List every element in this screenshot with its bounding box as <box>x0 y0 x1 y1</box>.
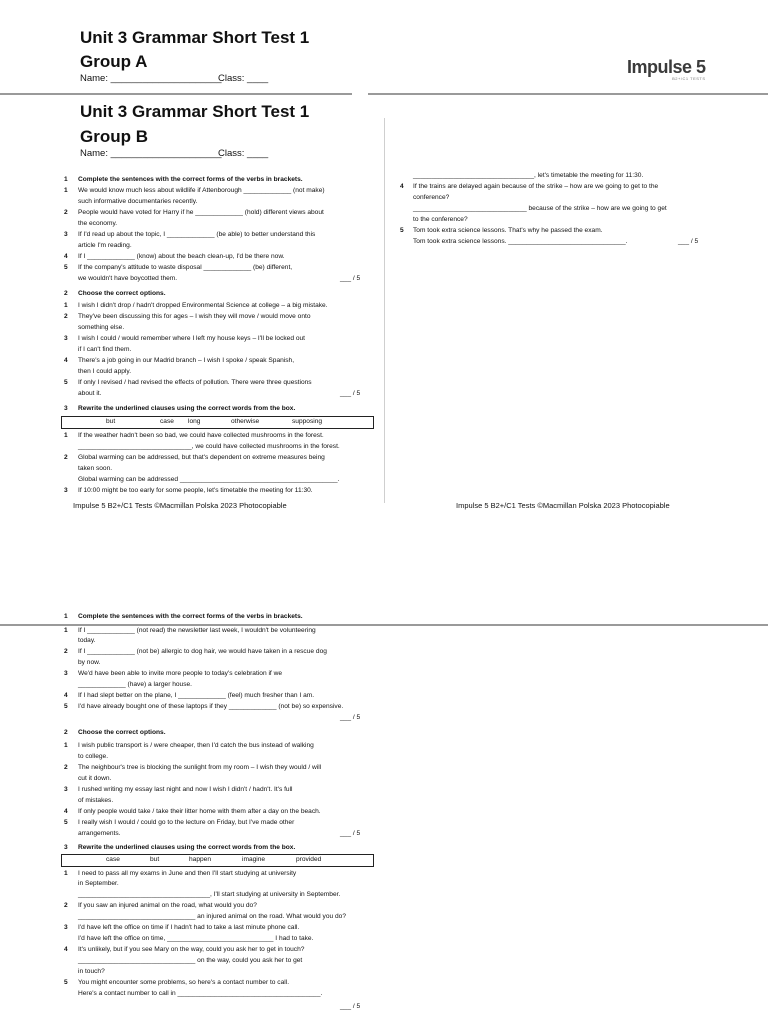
sentence-line: by now. <box>78 659 101 666</box>
exercise-1-heading: Complete the sentences with the correct forms of the verbs in brackets. <box>78 613 303 620</box>
score-field: ___ / 5 <box>340 275 361 282</box>
sentence-line: The neighbour's tree is blocking the sunlight from my room – I wish they would / will <box>78 764 322 771</box>
sentence-line: then I could apply. <box>78 368 132 375</box>
sentence-line: Tom took extra science lessons. That's why he passed the exam. <box>413 227 603 234</box>
impulse-logo <box>627 57 706 81</box>
sentence-line: I wish public transport is / were cheaper, then I'd catch the bus instead of walking <box>78 742 314 749</box>
item-number: 1 <box>64 302 68 309</box>
sentence-line: taken soon. <box>78 465 113 472</box>
item-number: 4 <box>64 253 68 260</box>
exercise-3-heading: Rewrite the underlined clauses using the correct words from the box. <box>78 405 296 412</box>
column-divider <box>384 118 385 503</box>
box-word: case <box>106 856 120 863</box>
box-word: but <box>150 856 160 863</box>
box-word: supposing <box>292 418 323 425</box>
exercise-number: 1 <box>64 176 68 183</box>
sentence-line: If only people would take / take their litter home with them after a day on the beach. <box>78 808 321 815</box>
sentence-line: If the weather hadn't been so bad, we could have collected mushrooms in the forest. <box>78 432 324 439</box>
item-number: 3 <box>64 786 68 793</box>
item-number: 5 <box>64 979 68 986</box>
item-number: 3 <box>64 487 68 494</box>
sentence-line: We would know much less about wildlife if Attenborough _____________ (not make) <box>78 187 325 194</box>
sentence-line: We'd have been able to invite more people to today's celebration if we <box>78 670 282 677</box>
group-b-heading: Group B <box>80 127 148 146</box>
box-word: provided <box>296 856 322 863</box>
sentence-line: If only I revised / had revised the effects of pollution. There were three questions <box>78 379 312 386</box>
item-number: 5 <box>64 819 68 826</box>
footer-copyright-left: Impulse 5 B2+/C1 Tests ©Macmillan Polska 2023 Photocopiable <box>73 501 287 510</box>
answer-line: I'd have left the office on time, _____________________________ I had to take. <box>78 935 314 942</box>
class-field-a: Class: ____ <box>218 73 269 84</box>
score-field: ___ / 5 <box>340 1003 361 1010</box>
exercise-2-heading: Choose the correct options. <box>78 290 166 297</box>
box-word: case <box>160 418 174 425</box>
class-field-b: Class: ____ <box>218 148 269 159</box>
item-number: 2 <box>64 209 68 216</box>
item-number: 5 <box>64 703 68 710</box>
test-title-b: Unit 3 Grammar Short Test 1 <box>80 102 310 121</box>
item-number: 4 <box>64 692 68 699</box>
sentence-line: to the conference? <box>413 216 468 223</box>
item-number: 3 <box>64 231 68 238</box>
cut-line-right <box>368 93 768 95</box>
answer-line: Tom took extra science lessons. ________________________________. <box>413 238 628 245</box>
exercise-number: 2 <box>64 290 68 297</box>
sentence-line: I wish I didn't drop / hadn't dropped Environmental Science at college – a big mistake. <box>78 302 328 309</box>
item-number: 4 <box>400 183 404 190</box>
sentence-line: I'd have already bought one of these laptops if they _____________ (not be) so expensive. <box>78 703 344 710</box>
item-number: 1 <box>64 432 68 439</box>
sentence-line: in September. <box>78 880 119 887</box>
sentence-line: People would have voted for Harry if he _____________ (hold) different views about <box>78 209 324 216</box>
exercise-number: 3 <box>64 844 68 851</box>
sentence-line: If I _____________ (not be) allergic to dog hair, we would have taken in a rescue dog <box>78 648 327 655</box>
exercise-2-heading: Choose the correct options. <box>78 729 166 736</box>
item-number: 4 <box>64 808 68 815</box>
sentence-line: article I'm reading. <box>78 242 132 249</box>
answer-line: Here's a contact number to call in _______________________________________. <box>78 990 323 997</box>
logo-text: Impulse 5 <box>627 57 706 77</box>
sentence-line: If you saw an injured animal on the road, what would you do? <box>78 902 257 909</box>
sentence-line: arrangements. <box>78 830 121 837</box>
score-field: ___ / 5 <box>340 830 361 837</box>
sentence-line: I need to pass all my exams in June and then I'll start studying at university <box>78 870 297 877</box>
item-number: 5 <box>400 227 404 234</box>
sentence-line: It's unlikely, but if you see Mary on the way, could you ask her to get in touch? <box>78 946 305 953</box>
name-field-b: Name: _____________________ <box>80 148 222 159</box>
sentence-line: something else. <box>78 324 125 331</box>
score-field: ___ / 5 <box>340 390 361 397</box>
item-number: 1 <box>64 187 68 194</box>
answer-line: ________________________________ on the way, could you ask her to get <box>78 957 303 964</box>
sentence-line: There's a job going in our Madrid branch – I wish I spoke / speak Spanish, <box>78 357 295 364</box>
footer-copyright-right: Impulse 5 B2+/C1 Tests ©Macmillan Polska 2023 Photocopiable <box>456 501 670 510</box>
name-field-a: Name: _____________________ <box>80 73 222 84</box>
item-number: 1 <box>64 870 68 877</box>
box-word: but <box>106 418 116 425</box>
answer-line: Global warming can be addressed ___________________________________________. <box>78 476 340 483</box>
item-number: 3 <box>64 670 68 677</box>
box-word: happen <box>189 856 212 863</box>
sentence-line: about it. <box>78 390 102 397</box>
item-number: 5 <box>64 379 68 386</box>
logo-subtext: B2+/C1 TESTS <box>672 76 706 81</box>
item-number: 2 <box>64 454 68 461</box>
cut-line-left <box>0 93 352 95</box>
item-number: 3 <box>64 924 68 931</box>
sentence-line: If I _____________ (know) about the beach clean-up, I'd be there now. <box>78 253 285 260</box>
sentence-line: today. <box>78 637 96 644</box>
item-number: 4 <box>64 946 68 953</box>
sentence-line: I rushed writing my essay last night and now I wish I didn't / hadn't. It's full <box>78 786 293 793</box>
test-title-a: Unit 3 Grammar Short Test 1 <box>80 28 310 47</box>
sentence-line: if I can't find them. <box>78 346 132 353</box>
sentence-line: we wouldn't have boycotted them. <box>78 275 178 282</box>
exercise-number: 1 <box>64 613 68 620</box>
sentence-line: If I _____________ (not read) the newsletter last week, I wouldn't be volunteering <box>78 627 316 634</box>
group-a-heading: Group A <box>80 52 148 71</box>
sentence-line: such informative documentaries recently. <box>78 198 198 205</box>
sentence-line: I'd have left the office on time if I hadn't had to take a last minute phone call. <box>78 924 300 931</box>
word-box <box>61 416 374 429</box>
box-word: long <box>188 418 201 425</box>
sentence-line: of mistakes. <box>78 797 114 804</box>
answer-line: ____________________________________, I'll start studying at university in September. <box>78 891 341 898</box>
sentence-line: If I'd read up about the topic, I _____________ (be able) to better understand this <box>78 231 316 238</box>
sentence-line: You might encounter some problems, so here's a contact number to call. <box>78 979 290 986</box>
sentence-line: If I had slept better on the plane, I _____________ (feel) much fresher than I am. <box>78 692 315 699</box>
item-number: 1 <box>64 627 68 634</box>
sentence-line: _____________ (have) a larger house. <box>78 681 193 688</box>
sentence-line: to college. <box>78 753 109 760</box>
exercise-3-heading: Rewrite the underlined clauses using the correct words from the box. <box>78 844 296 851</box>
sentence-line: If 10:00 might be too early for some people, let's timetable the meeting for 11:30. <box>78 487 313 494</box>
answer-line: ________________________________ an injured animal on the road. What would you do? <box>78 913 346 920</box>
box-word: imagine <box>242 856 266 863</box>
sentence-line: If the trains are delayed again because of the strike – how are we going to get to the <box>413 183 659 190</box>
score-field: ___ / 5 <box>678 238 699 245</box>
box-word: otherwise <box>231 418 260 425</box>
sentence-line: They've been discussing this for ages – I wish they will move / would move onto <box>78 313 311 320</box>
sentence-line: cut it down. <box>78 775 112 782</box>
sentence-line: I really wish I would / could go to the lecture on Friday, but I've made other <box>78 819 295 826</box>
exercise-number: 2 <box>64 729 68 736</box>
answer-line: _______________________________ because of the strike – how are we going to get <box>413 205 667 212</box>
score-field: ___ / 5 <box>340 714 361 721</box>
word-box <box>61 854 374 867</box>
sentence-line: in touch? <box>78 968 105 975</box>
sentence-line: conference? <box>413 194 450 201</box>
item-number: 2 <box>64 902 68 909</box>
sentence-line: Global warming can be addressed, but that's dependent on extreme measures being <box>78 454 325 461</box>
answer-line: _______________________________, we could have collected mushrooms in the forest. <box>78 443 340 450</box>
item-number: 2 <box>64 313 68 320</box>
item-number: 5 <box>64 264 68 271</box>
exercise-number: 3 <box>64 405 68 412</box>
sentence-line: the economy. <box>78 220 118 227</box>
item-number: 2 <box>64 648 68 655</box>
exercise-1-heading: Complete the sentences with the correct forms of the verbs in brackets. <box>78 176 303 183</box>
sentence-line: I wish I could / would remember where I left my house keys – I'll be locked out <box>78 335 306 342</box>
answer-line: _________________________________, let's timetable the meeting for 11:30. <box>413 172 644 179</box>
item-number: 2 <box>64 764 68 771</box>
sentence-line: If the company's attitude to waste disposal _____________ (be) different, <box>78 264 293 271</box>
item-number: 4 <box>64 357 68 364</box>
item-number: 1 <box>64 742 68 749</box>
item-number: 3 <box>64 335 68 342</box>
